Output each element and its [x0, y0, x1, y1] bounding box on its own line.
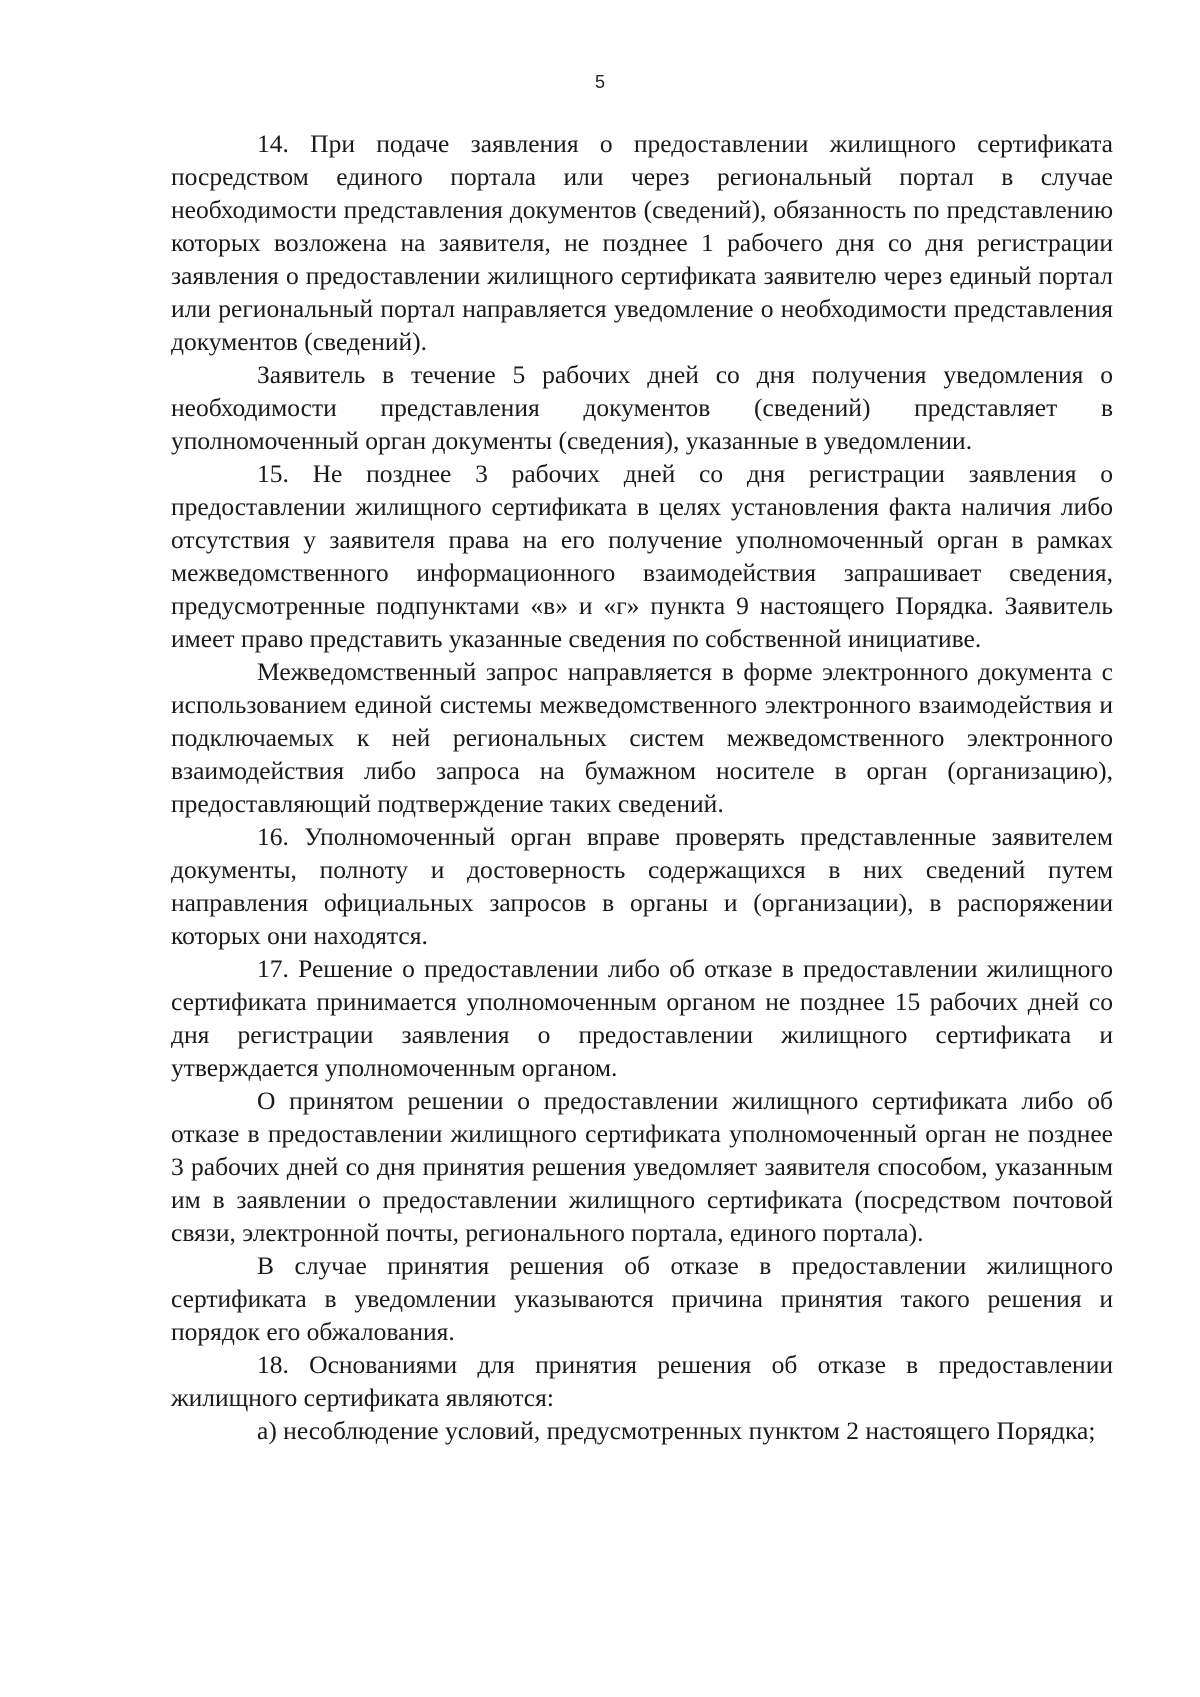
paragraph-14: 14. При подаче заявления о предоставлении жилищного сертификата посредством единого портала или через региональный портал в случае необходимости представления документов (сведений), обязанность по представлению которых возложена на заявителя, не позднее 1 рабочего дня со дня регистрации заявления о предоставлении жилищного сертификата заявителю через единый портал или региональный портал направляется уведомление о необходимости представления документов (сведений). — [171, 129, 1113, 356]
paragraph-17-refusal: В случае принятия решения об отказе в предоставлении жилищного сертификата в уведомлении указываются причина принятия такого решения и порядок его обжалования. — [171, 1251, 1113, 1346]
paragraph-18-item-a: а) несоблюдение условий, предусмотренных пунктом 2 настоящего Порядка; — [257, 1416, 1096, 1445]
document-body — [171, 127, 1113, 1447]
paragraph-15: 15. Не позднее 3 рабочих дней со дня регистрации заявления о предоставлении жилищного сертификата в целях установления факта наличия либо отсутствия у заявителя права на его получение уполномоченный орган в рамках межведомственного информационного взаимодействия запрашивает сведения, предусмотренные подпунктами «в» и «г» пункта 9 настоящего Порядка. Заявитель имеет право представить указанные сведения по собственной инициативе. — [171, 459, 1113, 653]
paragraph-17: 17. Решение о предоставлении либо об отказе в предоставлении жилищного сертификата принимается уполномоченным органом не позднее 15 рабочих дней со дня регистрации заявления о предоставлении жилищного сертификата и утверждается уполномоченным органом. — [171, 954, 1113, 1082]
paragraph-17-notification: О принятом решении о предоставлении жилищного сертификата либо об отказе в предоставлении жилищного сертификата уполномоченный орган не позднее 3 рабочих дней со дня принятия решения уведомляет заявителя способом, указанным им в заявлении о предоставлении жилищного сертификата (посредством почтовой связи, электронной почты, регионального портала, единого портала). — [171, 1086, 1113, 1247]
paragraph-16: 16. Уполномоченный орган вправе проверять представленные заявителем документы, полноту и достоверность содержащихся в них сведений путем направления официальных запросов в органы и (организации), в распоряжении которых они находятся. — [171, 822, 1113, 950]
paragraph-18: 18. Основаниями для принятия решения об отказе в предоставлении жилищного сертификата являются: — [171, 1350, 1113, 1412]
paragraph-14-applicant: Заявитель в течение 5 рабочих дней со дня получения уведомления о необходимости представления документов (сведений) представляет в уполномоченный орган документы (сведения), указанные в уведомлении. — [171, 360, 1113, 455]
paragraph-15-interagency-request: Межведомственный запрос направляется в форме электронного документа с использованием единой системы межведомственного электронного взаимодействия и подключаемых к ней региональных систем межведомственного электронного взаимодействия либо запроса на бумажном носителе в орган (организацию), предоставляющий подтверждение таких сведений. — [171, 657, 1113, 818]
page-number: 5 — [594, 72, 605, 92]
